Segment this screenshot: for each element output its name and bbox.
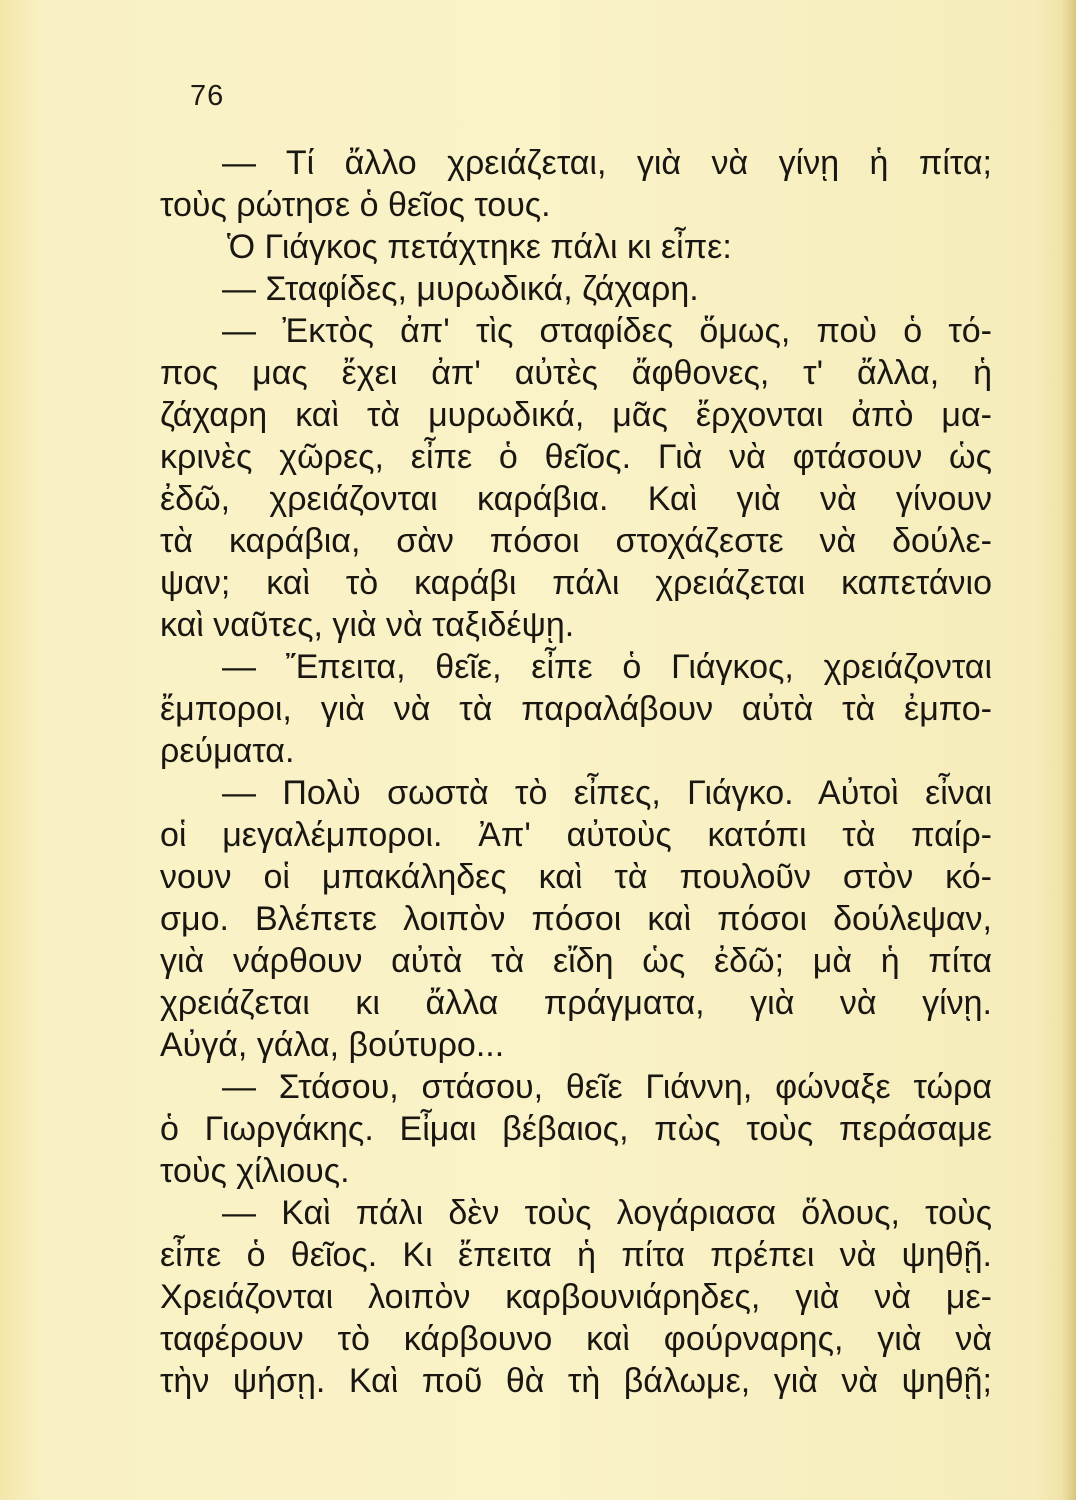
text-line: ὁ Γιωργάκης. Εἶμαι βέβαιος, πὼς τοὺς περάσαμε (160, 1110, 992, 1148)
text-line: τοὺς χίλιους. (160, 1152, 350, 1190)
text-line: Χρειάζονται λοιπὸν καρβουνιάρηδες, γιὰ νὰ με- (160, 1278, 992, 1316)
text-line: ψαν; καὶ τὸ καράβι πάλι χρειάζεται καπετάνιο (160, 564, 992, 602)
text-line: — Ἐκτὸς ἀπ' τὶς σταφίδες ὅμως, ποὺ ὁ τό- (222, 312, 992, 350)
text-line: καὶ ναῦτες, γιὰ νὰ ταξιδέψῃ. (160, 606, 575, 644)
text-line: — Καὶ πάλι δὲν τοὺς λογάριασα ὅλους, τοὺς (222, 1194, 992, 1232)
text-line: ἐδῶ, χρειάζονται καράβια. Καὶ γιὰ νὰ γίνουν (160, 480, 992, 518)
text-line: τὴν ψήσῃ. Καὶ ποῦ θὰ τὴ βάλωμε, γιὰ νὰ ψηθῇ; (160, 1362, 992, 1400)
text-line: τοὺς ρώτησε ὁ θεῖος τους. (160, 186, 551, 224)
text-line: — Στάσου, στάσου, θεῖε Γιάννη, φώναξε τώρα (222, 1068, 992, 1106)
text-line: κρινὲς χῶρες, εἶπε ὁ θεῖος. Γιὰ νὰ φτάσουν ὡς (160, 438, 992, 476)
text-line: — Πολὺ σωστὰ τὸ εἶπες, Γιάγκο. Αὐτοὶ εἶναι (222, 774, 992, 812)
text-line: τὰ καράβια, σὰν πόσοι στοχάζεστε νὰ δούλε- (160, 522, 992, 560)
page-number: 76 (190, 80, 225, 112)
text-line: — Ἔπειτα, θεῖε, εἶπε ὁ Γιάγκος, χρειάζονται (222, 648, 992, 686)
text-line: οἱ μεγαλέμποροι. Ἀπ' αὐτοὺς κατόπι τὰ παίρ- (160, 816, 992, 854)
text-line: ταφέρουν τὸ κάρβουνο καὶ φούρναρης, γιὰ νὰ (160, 1320, 992, 1358)
text-line: Αὐγά, γάλα, βούτυρο... (160, 1026, 505, 1064)
text-line: γιὰ νάρθουν αὐτὰ τὰ εἴδη ὡς ἐδῶ; μὰ ἡ πίτα (160, 942, 992, 980)
text-line: ρεύματα. (160, 732, 295, 770)
text-line: ἔμποροι, γιὰ νὰ τὰ παραλάβουν αὐτὰ τὰ ἐμπο- (160, 690, 992, 728)
text-line: εἶπε ὁ θεῖος. Κι ἔπειτα ἡ πίτα πρέπει νὰ ψηθῇ. (160, 1236, 992, 1274)
text-line: Ὁ Γιάγκος πετάχτηκε πάλι κι εἶπε: (227, 228, 732, 266)
text-line: νουν οἱ μπακάληδες καὶ τὰ πουλοῦν στὸν κό- (160, 858, 992, 896)
text-line: χρειάζεται κι ἄλλα πράγματα, γιὰ νὰ γίνῃ. (160, 984, 992, 1022)
text-line: ζάχαρη καὶ τὰ μυρωδικά, μᾶς ἔρχονται ἀπὸ μα- (160, 396, 992, 434)
text-line: — Τί ἄλλο χρειάζεται, γιὰ νὰ γίνῃ ἡ πίτα; (222, 144, 992, 182)
text-line: πος μας ἔχει ἀπ' αὐτὲς ἄφθονες, τ' ἄλλα, ἡ (160, 354, 992, 392)
page-edge-shadow (1062, 0, 1076, 1500)
text-line: σμο. Βλέπετε λοιπὸν πόσοι καὶ πόσοι δούλεψαν, (160, 900, 992, 938)
text-line: — Σταφίδες, μυρωδικά, ζάχαρη. (222, 270, 699, 308)
